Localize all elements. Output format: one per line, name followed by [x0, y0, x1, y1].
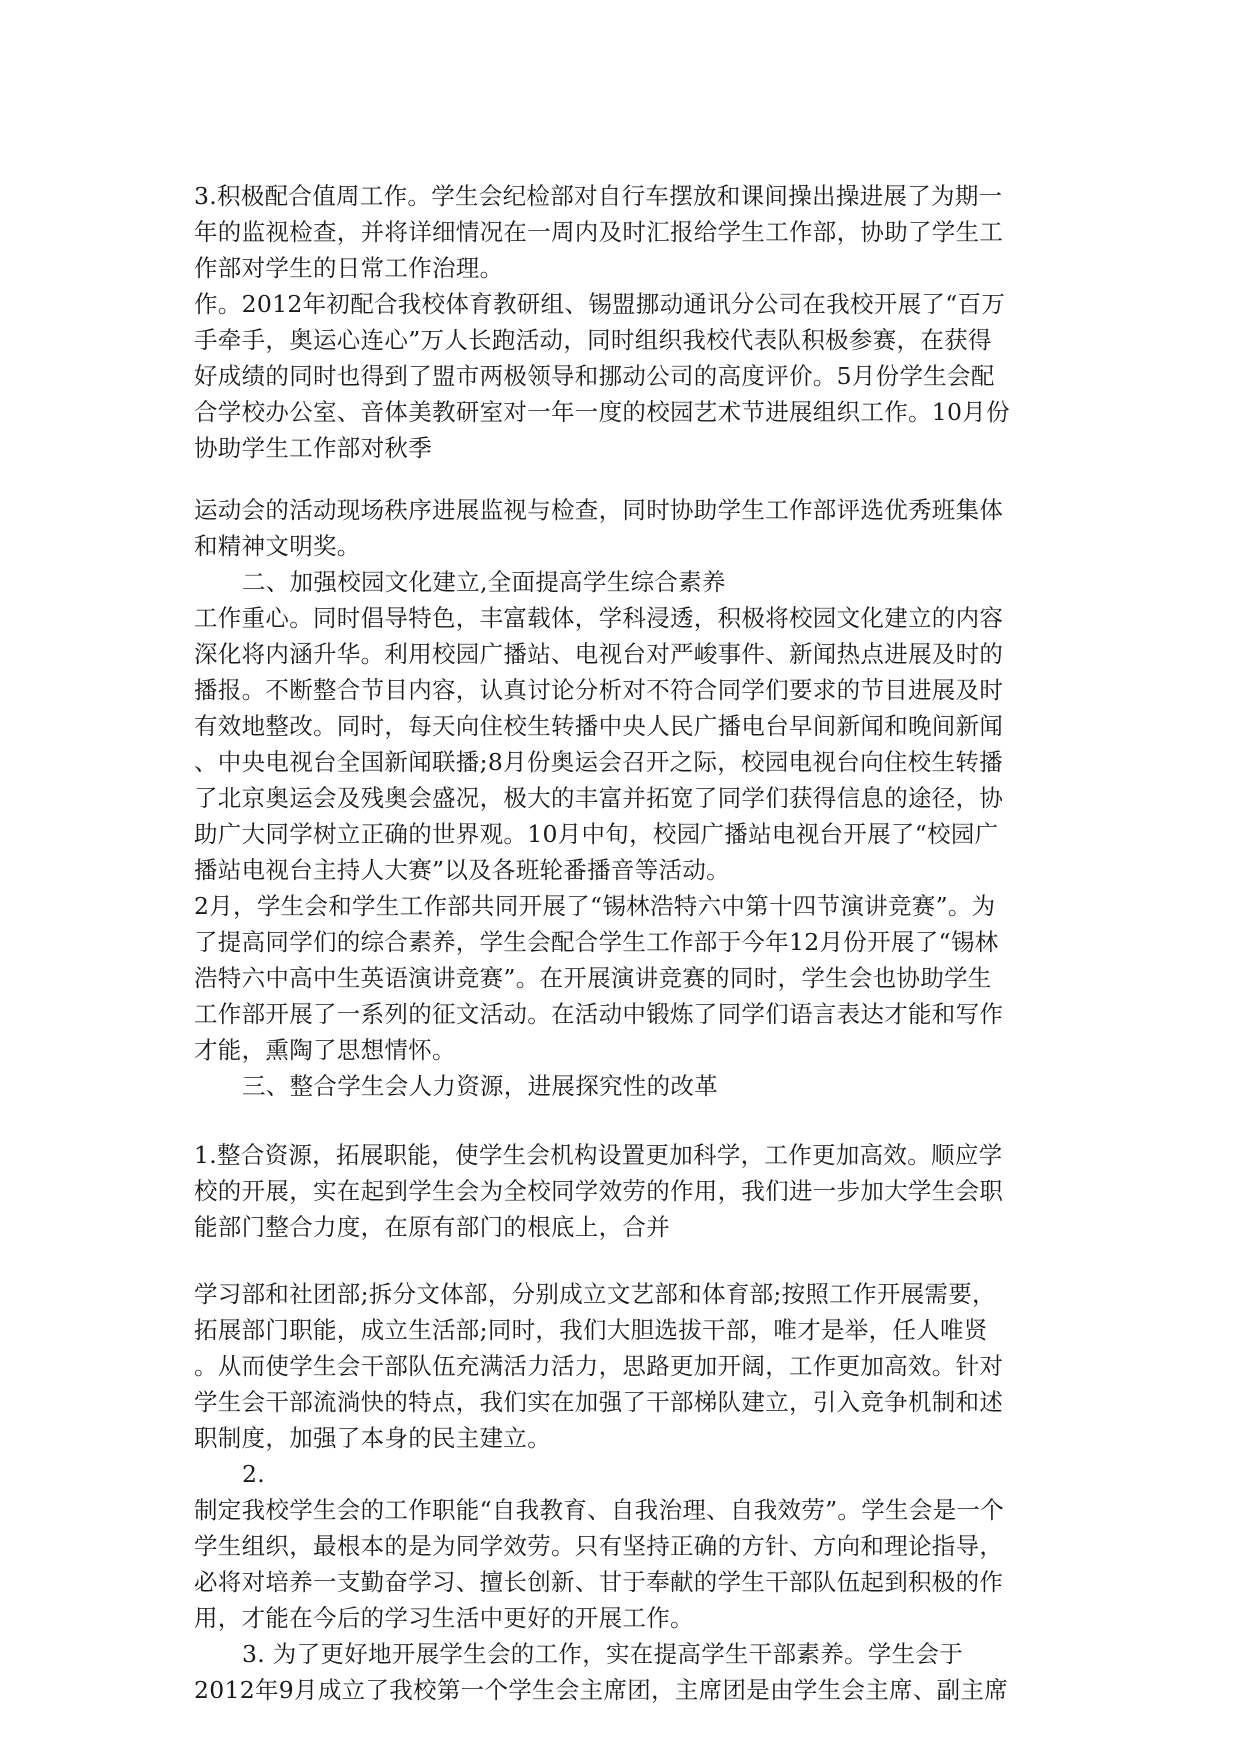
- text-line: 深化将内涵升华。利用校园广播站、电视台对严峻事件、新闻热点进展及时的: [194, 640, 1004, 668]
- text-line: 协助学生工作部对秋季: [194, 434, 432, 462]
- text-line: 2012年9月成立了我校第一个学生会主席团，主席团是由学生会主席、副主席: [194, 1676, 1009, 1704]
- text-line: 必将对培养一支勤奋学习、擅长创新、甘于奉献的学生干部队伍起到积极的作: [194, 1568, 1004, 1596]
- list-number: 2.: [242, 1460, 266, 1488]
- text-line: 3.积极配合值周工作。学生会纪检部对自行车摆放和课间操出操进展了为期一: [194, 182, 1003, 210]
- text-line: 职制度，加强了本身的民主建立。: [194, 1424, 551, 1452]
- text-line: 3. 为了更好地开展学生会的工作，实在提高学生干部素养。学生会于: [242, 1640, 963, 1668]
- text-line: 、中央电视台全国新闻联播;8月份奥运会召开之际，校园电视台向住校生转播: [194, 748, 1003, 776]
- text-line: 作部对学生的日常工作治理。: [194, 254, 504, 282]
- section-heading: 三、整合学生会人力资源，进展探究性的改革: [242, 1072, 718, 1100]
- text-line: 2月，学生会和学生工作部共同开展了“锡林浩特六中第十四节演讲竞赛”。为: [194, 892, 996, 920]
- text-line: 和精神文明奖。: [194, 532, 361, 560]
- text-line: 制定我校学生会的工作职能“自我教育、自我治理、自我效劳”。学生会是一个: [194, 1496, 1005, 1524]
- text-line: 手牵手，奥运心连心”万人长跑活动，同时组织我校代表队积极参赛，在获得: [194, 326, 992, 354]
- text-line: 助广大同学树立正确的世界观。10月中旬，校园广播站电视台开展了“校园广: [194, 820, 999, 848]
- text-line: 播站电视台主持人大赛”以及各班轮番播音等活动。: [194, 856, 730, 884]
- text-line: 才能，熏陶了思想情怀。: [194, 1036, 456, 1064]
- text-line: 校的开展，实在起到学生会为全校同学效劳的作用，我们进一步加大学生会职: [194, 1177, 1004, 1205]
- text-line: 了提高同学们的综合素养，学生会配合学生工作部于今年12月份开展了“锡林: [194, 928, 999, 956]
- text-line: 合学校办公室、音体美教研室对一年一度的校园艺术节进展组织工作。10月份: [194, 398, 1010, 426]
- text-line: 好成绩的同时也得到了盟市两极领导和挪动公司的高度评价。5月份学生会配: [194, 362, 995, 390]
- text-line: 有效地整改。同时，每天向住校生转播中央人民广播电台早间新闻和晚间新闻: [194, 712, 1004, 740]
- text-line: 学习部和社团部;拆分文体部，分别成立文艺部和体育部;按照工作开展需要，: [194, 1280, 996, 1308]
- text-line: 用，才能在今后的学习生活中更好的开展工作。: [194, 1604, 694, 1632]
- text-line: 播报。不断整合节目内容，认真讨论分析对不符合同学们要求的节目进展及时: [194, 676, 1004, 704]
- text-line: 运动会的活动现场秩序进展监视与检查，同时协助学生工作部评选优秀班集体: [194, 496, 1004, 524]
- text-line: 工作部开展了一系列的征文活动。在活动中锻炼了同学们语言表达才能和写作: [194, 1000, 1004, 1028]
- text-line: 。从而使学生会干部队伍充满活力活力，思路更加开阔，工作更加高效。针对: [194, 1352, 1004, 1380]
- text-line: 拓展部门职能，成立生活部;同时，我们大胆选拔干部，唯才是举，任人唯贤: [194, 1316, 988, 1344]
- section-heading: 二、加强校园文化建立,全面提高学生综合素养: [242, 568, 726, 596]
- text-line: 学生组织，最根本的是为同学效劳。只有坚持正确的方针、方向和理论指导，: [194, 1532, 1004, 1560]
- text-line: 工作重心。同时倡导特色，丰富载体，学科浸透，积极将校园文化建立的内容: [194, 604, 1004, 632]
- text-line: 年的监视检查，并将详细情况在一周内及时汇报给学生工作部，协助了学生工: [194, 218, 1004, 246]
- text-line: 学生会干部流淌快的特点，我们实在加强了干部梯队建立，引入竞争机制和述: [194, 1388, 1004, 1416]
- text-line: 1.整合资源，拓展职能，使学生会机构设置更加科学，工作更加高效。顺应学: [194, 1141, 1003, 1169]
- text-line: 了北京奥运会及残奥会盛况，极大的丰富并拓宽了同学们获得信息的途径，协: [194, 784, 1004, 812]
- text-line: 浩特六中高中生英语演讲竞赛”。在开展演讲竞赛的同时，学生会也协助学生: [194, 964, 992, 992]
- text-line: 作。2012年初配合我校体育教研组、锡盟挪动通讯分公司在我校开展了“百万: [194, 290, 1006, 318]
- text-line: 能部门整合力度，在原有部门的根底上，合并: [194, 1213, 670, 1241]
